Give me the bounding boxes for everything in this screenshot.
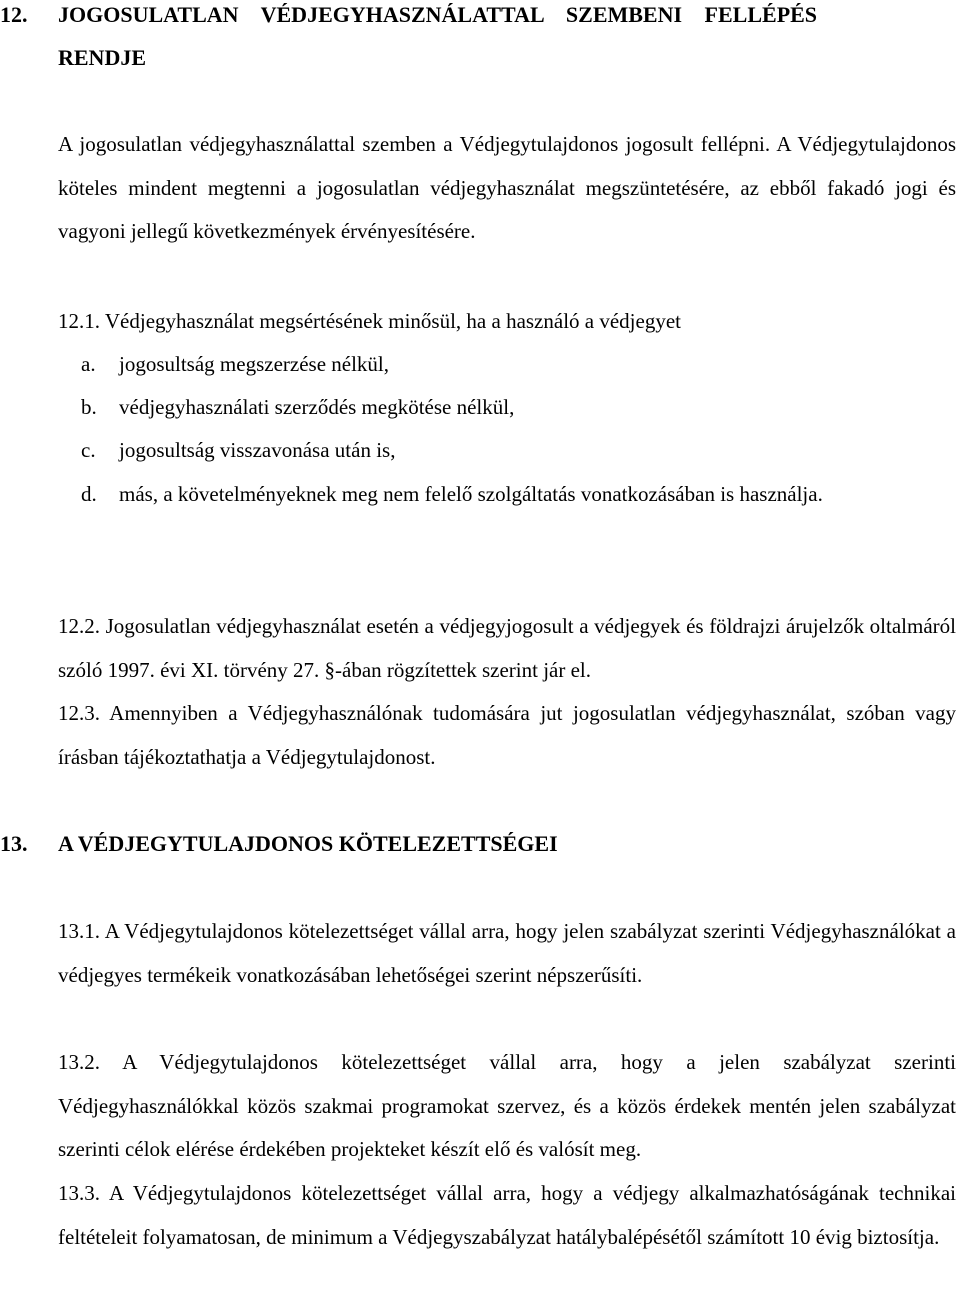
section-13-number: 13. [0, 831, 28, 856]
list-marker: b. [81, 395, 97, 419]
section-12-number: 12. [0, 2, 28, 27]
section-12-title-line1: JOGOSULATLAN VÉDJEGYHASZNÁLATTAL SZEMBENI FELLÉPÉS [58, 2, 818, 27]
list-marker: c. [81, 438, 96, 462]
section-13-2-paragraph: 13.2. A Védjegytulajdonos kötelezettséget vállal arra, hogy a jelen szabályzat szerinti Védjegyhasználókkal közös szakmai programokat szervez, és a közös érdekek mentén jelen szabályzat szerinti célok elérése érdekében projekteket készít elő és valósít meg. [58, 1050, 956, 1161]
list-item-text: más, a követelményeknek meg nem felelő szolgáltatás vonatkozásában is használja. [119, 482, 823, 506]
list-item-text: jogosultság megszerzése nélkül, [119, 352, 390, 376]
list-item-text: jogosultság visszavonása után is, [119, 438, 396, 462]
section-12-title-line2: RENDJE [58, 45, 147, 70]
list-marker: a. [81, 352, 96, 376]
section-12-2-paragraph: 12.2. Jogosulatlan védjegyhasználat esetén a védjegyjogosult a védjegyek és földrajzi árujelzők oltalmáról szóló 1997. évi XI. törvény 27. §-ában rögzítettek szerint jár el. [58, 614, 956, 682]
section-12-3-paragraph: 12.3. Amennyiben a Védjegyhasználónak tudomására jut jogosulatlan védjegyhasználat, szóban vagy írásban tájékoztathatja a Védjegytulajdonost. [58, 701, 956, 769]
section-12-heading [0, 0, 960, 83]
list-item-text: védjegyhasználati szerződés megkötése nélkül, [119, 395, 515, 419]
list-marker: d. [81, 482, 97, 506]
section-13-heading [0, 822, 960, 865]
section-13-title: A VÉDJEGYTULAJDONOS KÖTELEZETTSÉGEI [58, 831, 558, 856]
section-13-1-paragraph: 13.1. A Védjegytulajdonos kötelezettséget vállal arra, hogy jelen szabályzat szerinti Védjegyhasználókat a védjegyes termékeik vonatkozásában lehetőségei szerint népszerűsíti. [58, 919, 956, 987]
section-12-1-paragraph: 12.1. Védjegyhasználat megsértésének minősül, ha a használó a védjegyet [58, 309, 681, 333]
section-13-3-paragraph: 13.3. A Védjegytulajdonos kötelezettséget vállal arra, hogy a védjegy alkalmazhatóságának technikai feltételeit folyamatosan, de minimum a Védjegyszabályzat hatálybalépésétől számított 10 évig biztosítja. [58, 1181, 956, 1249]
section-12-intro: A jogosulatlan védjegyhasználattal szemben a Védjegytulajdonos jogosult fellépni. A Védjegytulajdonos köteles mindent megtenni a jogosulatlan védjegyhasználat megszüntetésére, az ebből fakadó jogi és vagyoni jellegű következmények érvényesítésére. [58, 132, 956, 243]
